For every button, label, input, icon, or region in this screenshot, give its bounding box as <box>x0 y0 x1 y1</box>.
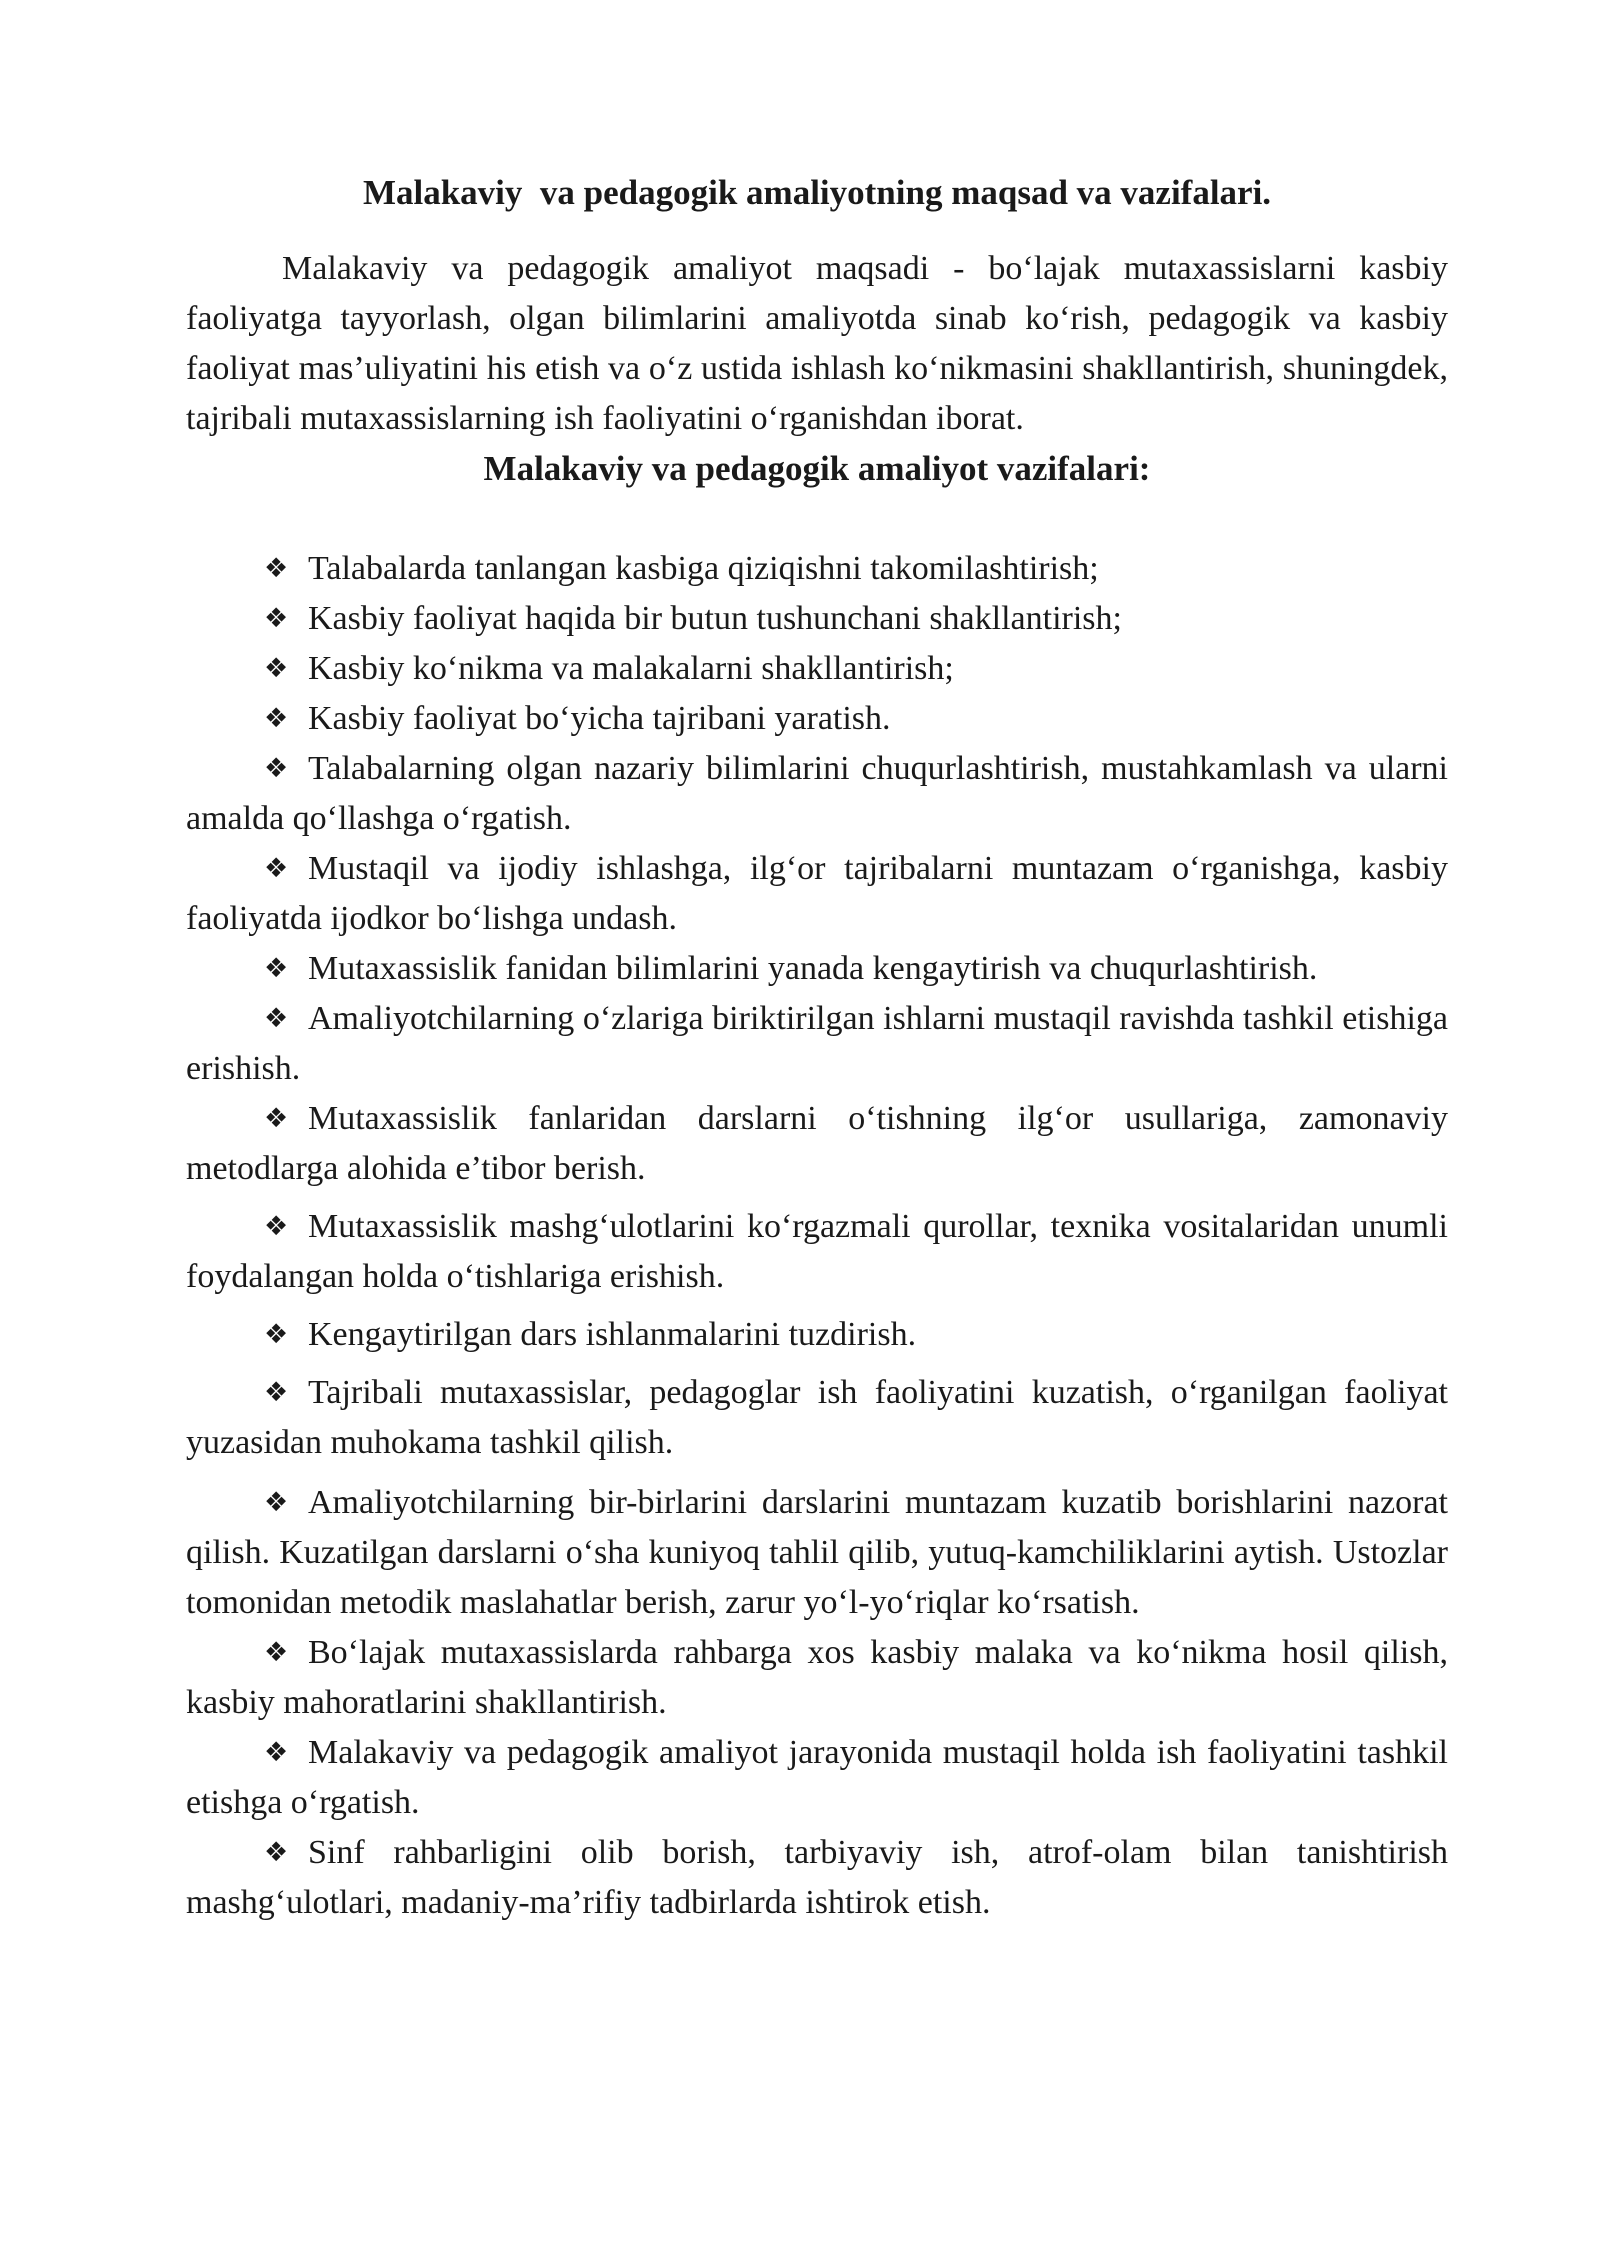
list-item <box>186 1628 1448 1728</box>
list-item-text: Kengaytirilgan dars ishlanmalarini tuzdirish. <box>308 1316 917 1353</box>
diamond-bullet-icon: ❖ <box>264 753 289 784</box>
list-item <box>186 744 1448 844</box>
diamond-bullet-icon: ❖ <box>264 1003 289 1034</box>
list-item-text: Amaliyotchilarning bir-birlarini darslarini muntazam kuzatib borishlarini nazorat qilish. Kuzatilgan darslarni o‘sha kuniyoq tahlil qilib, yutuq-kamchiliklarini aytish. Ustozlar tomonidan metodik maslahatlar berish, zarur yo‘l-yo‘riqlar ko‘rsatish. <box>186 1484 1448 1621</box>
diamond-bullet-icon: ❖ <box>264 703 289 734</box>
diamond-bullet-icon: ❖ <box>264 1837 289 1868</box>
list-item <box>186 1368 1448 1468</box>
list-item <box>186 944 1448 994</box>
diamond-bullet-icon: ❖ <box>264 653 289 684</box>
intro-paragraph: Malakaviy va pedagogik amaliyot maqsadi - bo‘lajak mutaxassislarni kasbiy faoliyatga tayyorlash, olgan bilimlarini amaliyotda sinab ko‘rish, pedagogik va kasbiy faoliyat mas’uliyatini his etish va o‘z ustida ishlash ko‘nikmasini shakllantirish, shuningdek, tajribali mutaxassislarning ish faoliyatini o‘rganishdan iborat. <box>186 250 1448 437</box>
list-item <box>186 694 1448 744</box>
list-item-text: Tajribali mutaxassislar, pedagoglar ish faoliyatini kuzatish, o‘rganilgan faoliyat yuzasidan muhokama tashkil qilish. <box>186 1374 1448 1461</box>
tasks-list <box>186 544 1448 1928</box>
diamond-bullet-icon: ❖ <box>264 603 289 634</box>
diamond-bullet-icon: ❖ <box>264 1737 289 1768</box>
diamond-bullet-icon: ❖ <box>264 953 289 984</box>
list-item-text: Bo‘lajak mutaxassislarda rahbarga xos kasbiy malaka va ko‘nikma hosil qilish, kasbiy mahoratlarini shakllantirish. <box>186 1634 1448 1721</box>
diamond-bullet-icon: ❖ <box>264 1637 289 1668</box>
list-item <box>186 644 1448 694</box>
list-item-text: Mutaxassislik fanidan bilimlarini yanada kengaytirish va chuqurlashtirish. <box>308 950 1318 987</box>
diamond-bullet-icon: ❖ <box>264 1211 289 1242</box>
document-title: Malakaviy va pedagogik amaliyotning maqsad va vazifalari. <box>362 173 1272 212</box>
document-body <box>186 168 1448 1928</box>
list-item-text: Talabalarda tanlangan kasbiga qiziqishni takomilashtirish; <box>308 550 1099 587</box>
diamond-bullet-icon: ❖ <box>264 553 289 584</box>
list-item-text: Amaliyotchilarning o‘zlariga biriktirilgan ishlarni mustaqil ravishda tashkil etishiga erishish. <box>186 1000 1448 1087</box>
list-item <box>186 594 1448 644</box>
list-item-text: Sinf rahbarligini olib borish, tarbiyaviy ish, atrof-olam bilan tanishtirish mashg‘ulotlari, madaniy-ma’rifiy tadbirlarda ishtirok etish. <box>186 1834 1448 1921</box>
list-item-text: Kasbiy faoliyat haqida bir butun tushunchani shakllantirish; <box>308 600 1122 637</box>
list-item <box>186 844 1448 944</box>
list-item-text: Malakaviy va pedagogik amaliyot jarayonida mustaqil holda ish faoliyatini tashkil etishga o‘rgatish. <box>186 1734 1448 1821</box>
list-item <box>186 1094 1448 1194</box>
list-item <box>186 1202 1448 1302</box>
list-item-text: Kasbiy ko‘nikma va malakalarni shakllantirish; <box>308 650 954 687</box>
list-item-text: Mutaxassislik fanlaridan darslarni o‘tishning ilg‘or usullariga, zamonaviy metodlarga alohida e’tibor berish. <box>186 1100 1448 1187</box>
list-item <box>186 994 1448 1094</box>
section-subtitle: Malakaviy va pedagogik amaliyot vazifalari: <box>483 449 1151 488</box>
diamond-bullet-icon: ❖ <box>264 1487 289 1518</box>
diamond-bullet-icon: ❖ <box>264 1103 289 1134</box>
diamond-bullet-icon: ❖ <box>264 853 289 884</box>
list-item-text: Mustaqil va ijodiy ishlashga, ilg‘or tajribalarni muntazam o‘rganishga, kasbiy faoliyatda ijodkor bo‘lishga undash. <box>186 850 1448 937</box>
diamond-bullet-icon: ❖ <box>264 1319 289 1350</box>
list-item-text: Kasbiy faoliyat bo‘yicha tajribani yaratish. <box>308 700 891 737</box>
list-item <box>186 1728 1448 1828</box>
list-item <box>186 544 1448 594</box>
list-item <box>186 1478 1448 1628</box>
list-item <box>186 1310 1448 1360</box>
diamond-bullet-icon: ❖ <box>264 1377 289 1408</box>
list-item-text: Mutaxassislik mashg‘ulotlarini ko‘rgazmali qurollar, texnika vositalaridan unumli foydalangan holda o‘tishlariga erishish. <box>186 1208 1448 1295</box>
list-item-text: Talabalarning olgan nazariy bilimlarini chuqurlashtirish, mustahkamlash va ularni amalda qo‘llashga o‘rgatish. <box>186 750 1448 837</box>
list-item <box>186 1828 1448 1928</box>
